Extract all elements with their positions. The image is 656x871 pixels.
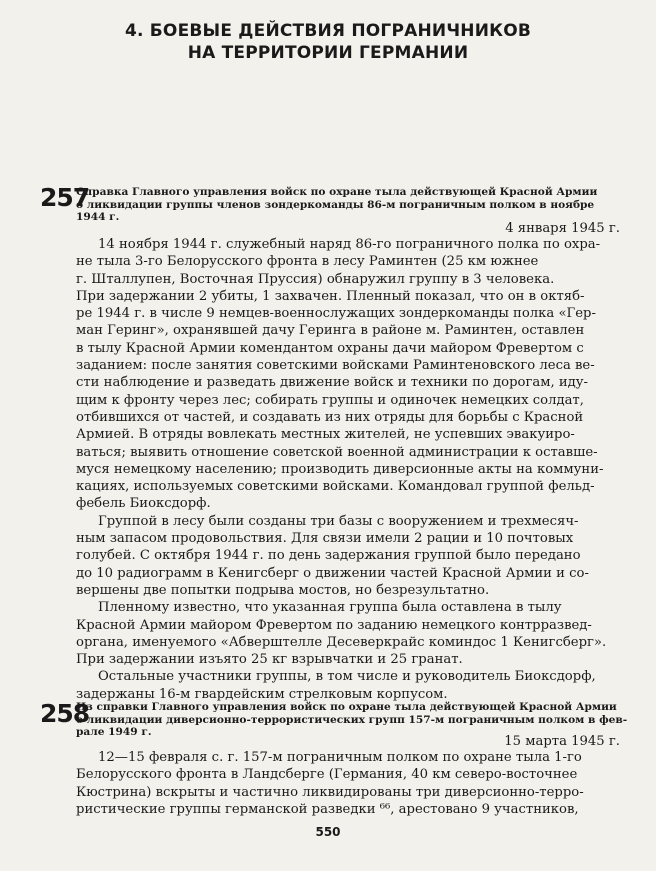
body-line: сти наблюдение и разведать движение войск и техники по дорогам, иду- xyxy=(76,375,589,391)
body-line: Кюстрина) вскрыты и частично ликвидированы три диверсионно-терро- xyxy=(76,784,584,800)
document-title-line: о ликвидации группы членов зондеркоманды 86-м пограничным полком в ноябре xyxy=(76,198,595,211)
body-line: При задержании 2 убиты, 1 захвачен. Пленный показал, что он в октяб- xyxy=(76,288,585,304)
body-line: в тылу Красной Армии комендантом охраны дачи майором Фревертом с xyxy=(76,340,584,356)
body-line: г. Шталлупен, Восточная Пруссия) обнаружил группу в 3 человека. xyxy=(76,271,555,287)
document-title-257 xyxy=(76,186,622,224)
body-line: При задержании изъято 25 кг взрывчатки и 25 гранат. xyxy=(76,652,463,668)
body-line: ре 1944 г. в числе 9 немцев-военнослужащих зондеркоманды полка «Гер- xyxy=(76,306,596,322)
body-line: вершены две попытки подрыва мостов, но безрезультатно. xyxy=(76,582,490,598)
document-body-258 xyxy=(76,749,622,818)
body-line: органа, именуемого «Абверштелле Десеверкрайс коминдос 1 Кенигсберг». xyxy=(76,634,607,650)
document-body-257 xyxy=(76,236,622,703)
body-line: Красной Армии майором Фревертом по заданию немецкого контрразвед- xyxy=(76,617,592,633)
body-line: Пленному известно, что указанная группа была оставлена в тылу xyxy=(98,600,562,616)
body-line: не тыла 3-го Белорусского фронта в лесу Раминтен (25 км южнее xyxy=(76,254,539,270)
body-line: 14 ноября 1944 г. служебный наряд 86-го пограничного полка по охра- xyxy=(98,237,601,252)
body-line: муся немецкому населению; производить диверсионные акты на коммуни- xyxy=(76,461,604,477)
document-number-257: 257 xyxy=(40,183,90,212)
body-line: ваться; выявить отношение советской военной администрации к оставше- xyxy=(76,444,598,460)
body-line: ным запасом продовольствия. Для связи имели 2 рации и 10 почтовых xyxy=(76,531,574,547)
body-line: голубей. С октября 1944 г. по день задержания группой было передано xyxy=(76,548,581,564)
document-title-line: Справка Главного управления войск по охране тыла действующей Красной Армии xyxy=(76,186,598,198)
document-number-258: 258 xyxy=(40,699,90,728)
document-title-line: 1944 г. xyxy=(76,211,120,223)
body-line: ристические группы германской разведки ⁶⁶, арестовано 9 участников, xyxy=(76,801,579,817)
body-line: кациях, используемых советскими войсками. Командовал группой фельд- xyxy=(76,479,595,495)
section-heading-line-1: 4. БОЕВЫЕ ДЕЙСТВИЯ ПОГРАНИЧНИКОВ xyxy=(124,21,532,41)
body-line: отбившихся от частей, и создавать из них отряды для борьбы с Красной xyxy=(76,409,584,425)
body-line: Армией. В отряды вовлекать местных жителей, не успевших эвакуиро- xyxy=(76,427,575,443)
body-line: заданием: после занятия советскими войсками Раминтеновского леса ве- xyxy=(76,358,595,374)
body-line: фебель Биоксдорф. xyxy=(76,496,211,512)
body-line: задержаны 16-м гвардейским стрелковым корпусом. xyxy=(76,686,448,702)
body-line: Белорусского фронта в Ландсберге (Германия, 40 км северо-восточнее xyxy=(76,767,578,783)
body-line: Остальные участники группы, в том числе и руководитель Биоксдорф, xyxy=(98,669,596,685)
body-line: до 10 радиограмм в Кенигсберг о движении частей Красной Армии и со- xyxy=(76,565,589,581)
document-date-257: 4 января 1945 г. xyxy=(505,221,620,236)
section-heading xyxy=(0,20,656,64)
body-line: Группой в лесу были созданы три базы с вооружением и трехмесяч- xyxy=(98,513,579,529)
document-title-line: рале 1949 г. xyxy=(76,726,152,738)
page-number: 550 xyxy=(315,825,341,839)
body-line: 12—15 февраля с. г. 157-м пограничным полком по охране тыла 1-го xyxy=(98,750,582,765)
body-line: щим к фронту через лес; собирать группы и одиночек немецких солдат, xyxy=(76,392,584,408)
document-date-258: 15 марта 1945 г. xyxy=(504,734,620,749)
body-line: ман Геринг», охранявшей дачу Геринга в районе м. Раминтен, оставлен xyxy=(76,323,585,339)
document-title-line: Из справки Главного управления войск по охране тыла действующей Красной Армии xyxy=(76,701,617,713)
section-heading-line-2: НА ТЕРРИТОРИИ ГЕРМАНИИ xyxy=(187,43,469,63)
document-title-line: о ликвидации диверсионно-террористических групп 157-м пограничным полком в фев- xyxy=(76,713,628,726)
